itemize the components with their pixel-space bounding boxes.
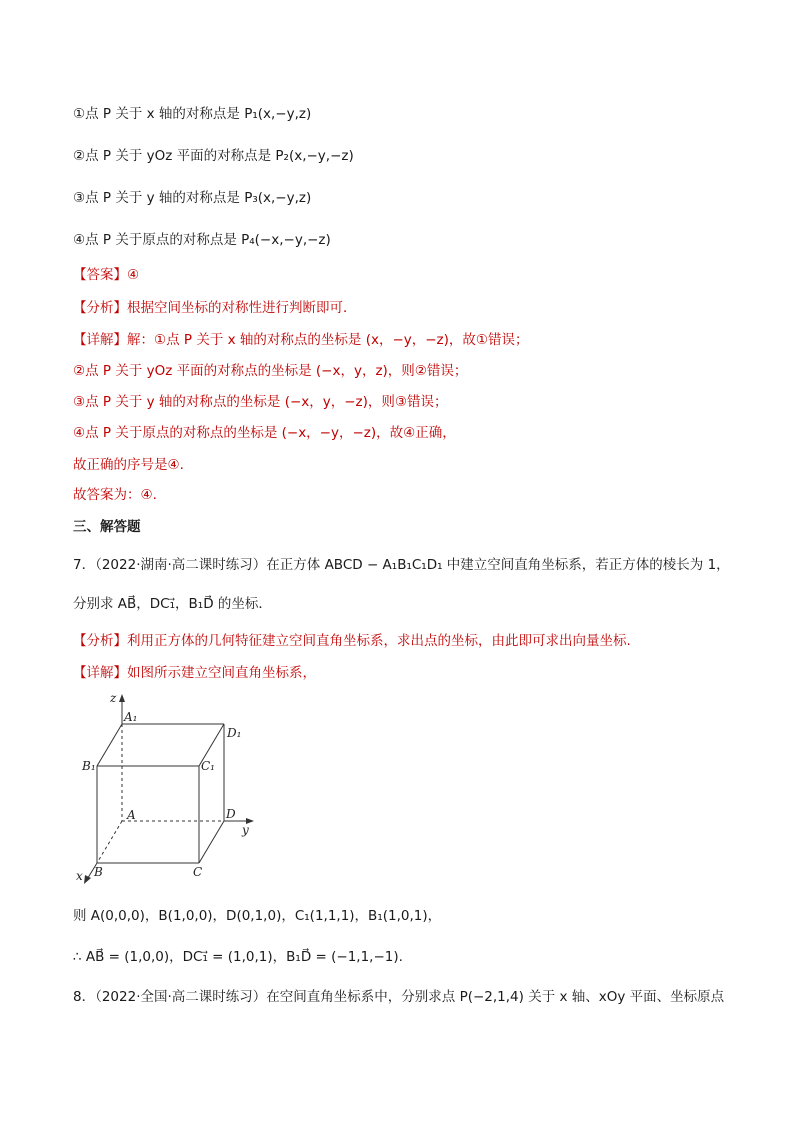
vertex-label-c: C bbox=[193, 865, 203, 879]
statement-4: ④点 P 关于原点的对称点是 P₄(−x,−y,−z) bbox=[73, 232, 331, 248]
vectors-line: ∴ AB⃗ = (1,0,0)，DC₁⃗ = (1,0,1)，B₁D⃗ = (−1,1,−1). bbox=[73, 949, 403, 965]
question-7-detail: 【详解】如图所示建立空间直角坐标系， bbox=[73, 665, 316, 681]
x-axis-arrow-icon bbox=[84, 875, 91, 884]
vertex-label-a1: A₁ bbox=[124, 710, 138, 724]
z-axis-arrow-icon bbox=[119, 694, 125, 702]
section-title: 三、解答题 bbox=[73, 519, 141, 535]
detail-line-1: 【详解】解：①点 P 关于 x 轴的对称点的坐标是 (x，−y，−z)，故①错误； bbox=[73, 332, 529, 348]
conclusion-line-1: 故正确的序号是④. bbox=[73, 457, 184, 473]
cube-figure bbox=[72, 688, 272, 888]
statement-3: ③点 P 关于 y 轴的对称点是 P₃(x,−y,z) bbox=[73, 190, 312, 206]
vertex-label-b: B bbox=[94, 865, 103, 879]
vertex-label-b1: B₁ bbox=[82, 759, 96, 773]
conclusion-line-2: 故答案为：④. bbox=[73, 487, 157, 503]
question-8-line-1: 8．（2022·全国·高二课时练习）在空间直角坐标系中，分别求点 P(−2,1,4) 关于 x 轴、xOy 平面、坐标原点 bbox=[73, 989, 725, 1005]
visible-edges bbox=[97, 724, 224, 863]
answer-line: 【答案】④ bbox=[73, 267, 140, 283]
detail-line-2: ②点 P 关于 yOz 平面的对称点的坐标是 (−x，y，z)，则②错误； bbox=[73, 363, 468, 379]
vertex-label-d1: D₁ bbox=[227, 726, 242, 740]
axis-label-y: y bbox=[242, 823, 249, 837]
axis-label-x: x bbox=[76, 869, 83, 883]
axes bbox=[86, 698, 250, 881]
statement-1: ①点 P 关于 x 轴的对称点是 P₁(x,−y,z) bbox=[73, 106, 312, 122]
vertex-label-d: D bbox=[226, 807, 236, 821]
coordinates-line: 则 A(0,0,0)，B(1,0,0)，D(0,1,0)，C₁(1,1,1)，B₁(1,0,1)， bbox=[73, 908, 442, 924]
detail-line-3: ③点 P 关于 y 轴的对称点的坐标是 (−x，y，−z)，则③错误； bbox=[73, 394, 448, 410]
vertex-label-a: A bbox=[127, 808, 136, 822]
detail-line-4: ④点 P 关于原点的对称点的坐标是 (−x，−y，−z)，故④正确， bbox=[73, 425, 456, 441]
vertex-label-c1: C₁ bbox=[201, 759, 215, 773]
statement-2: ②点 P 关于 yOz 平面的对称点是 P₂(x,−y,−z) bbox=[73, 148, 354, 164]
axis-label-z: z bbox=[110, 691, 117, 705]
question-7-line-2: 分别求 AB⃗，DC₁⃗，B₁D⃗ 的坐标． bbox=[73, 596, 272, 612]
question-7-analysis: 【分析】利用正方体的几何特征建立空间直角坐标系，求出点的坐标，由此即可求出向量坐标. bbox=[73, 633, 631, 649]
hidden-edges bbox=[97, 724, 224, 863]
analysis-line: 【分析】根据空间坐标的对称性进行判断即可． bbox=[73, 300, 357, 316]
question-7-line-1: 7．（2022·湖南·高二课时练习）在正方体 ABCD − A₁B₁C₁D₁ 中建立空间直角坐标系，若正方体的棱长为 1， bbox=[73, 557, 730, 573]
